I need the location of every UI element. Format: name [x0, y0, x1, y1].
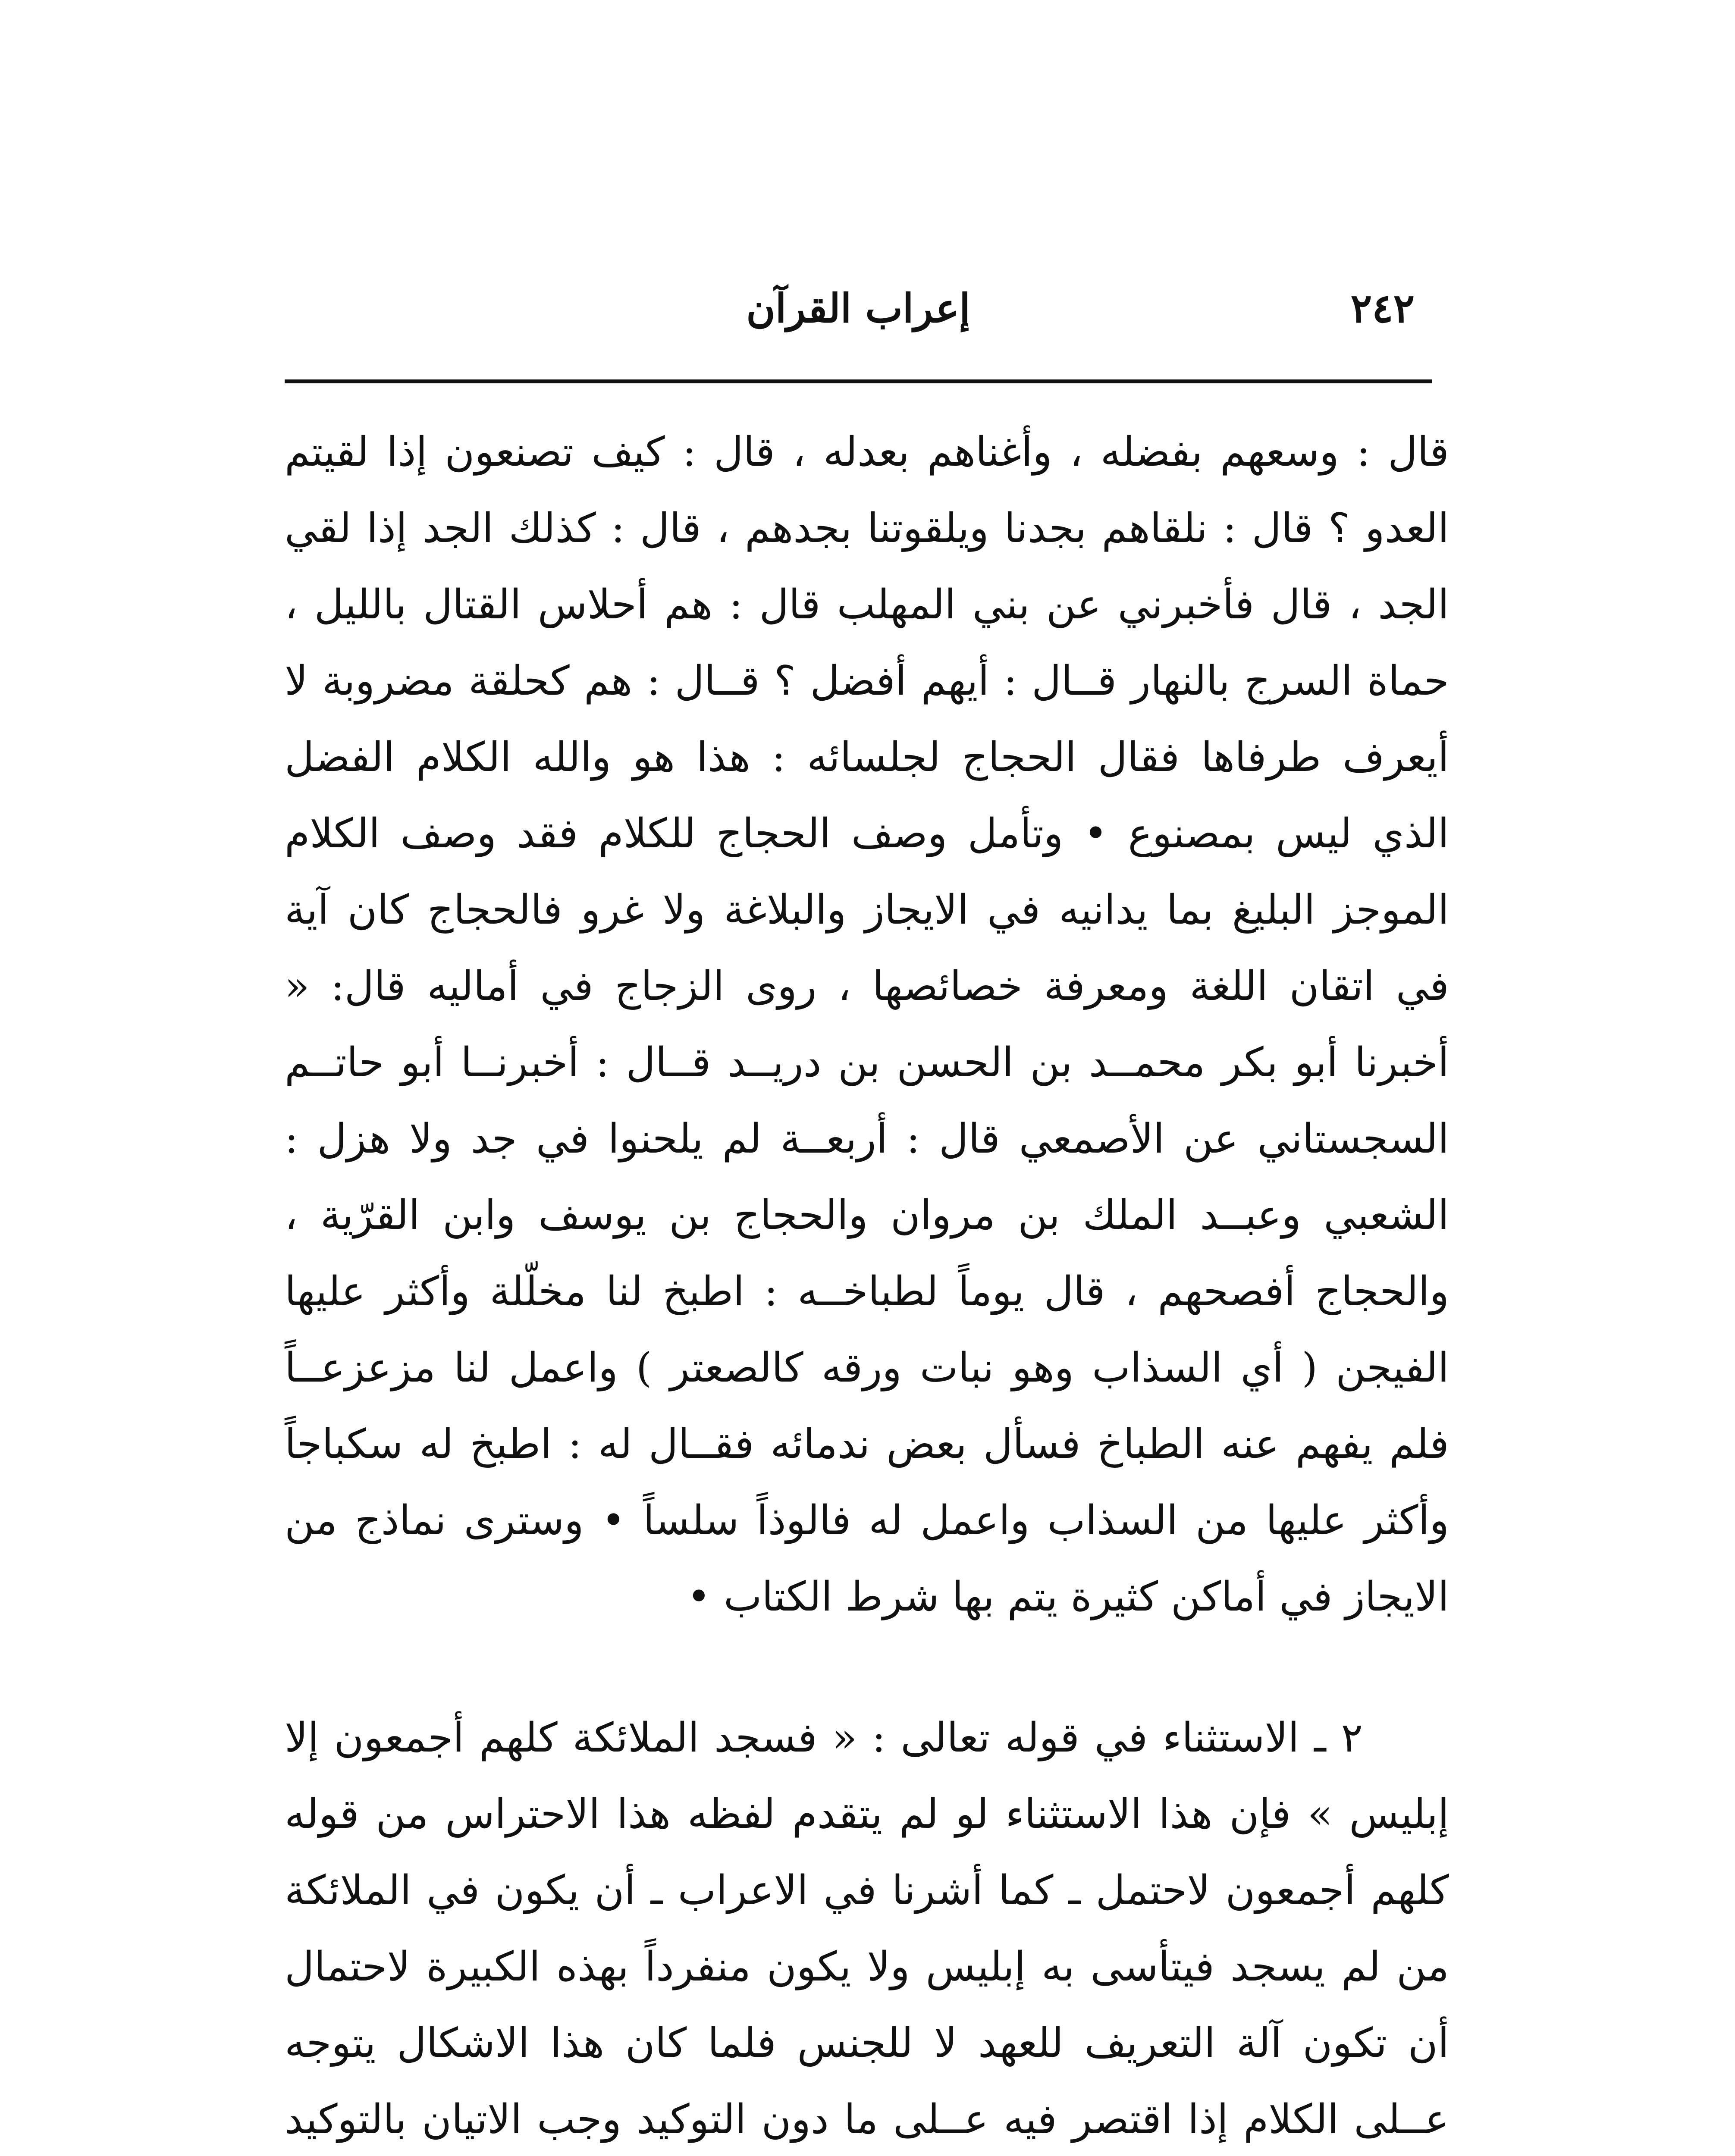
body-text — [285, 414, 1449, 2156]
paragraph-spacer — [285, 1635, 1449, 1700]
paragraph-2: ٢ ـ الاستثناء في قوله تعالى : « فسجد الملائكة كلهم أجمعون إلا إبليس » فإن هذا الاستثناء لو لم يتقدم لفظه هذا الاحتراس من قوله كلهم أجمعون لاحتمل ـ كما أشرنا في الاعراب ـ أن يكون في الملائكة من لم يسجد فيتأسى به إبليس ولا يكون منفرداً بهذه الكبيرة لاحتمال أن تكون آلة التعريف للعهد لا للجنس فلما كان هذا الاشكال يتوجه عــلى الكلام إذا اقتصر فيه عــلى ما دون التوكيد وجب الاتيان بالتوكيد — [285, 1714, 1449, 2143]
book-title: إعراب القرآن — [746, 285, 970, 332]
paragraph-1: قال : وسعهم بفضله ، وأغناهم بعدله ، قال : كيف تصنعون إذا لقيتم العدو ؟ قال : نلقاهم بجدنا ويلقوتنا بجدهم ، قال : كذلك الجد إذا لقي الجد ، قال فأخبرني عن بني المهلب قال : هم أحلاس القتال بالليل ، حماة السرج بالنهار قــال : أيهم أفضل ؟ قــال : هم كحلقة مضروبة لا أيعرف طرفاها فقال الحجاج لجلسائه : هذا هو والله الكلام الفضل الذي ليس بمصنوع • وتأمل وصف الحجاج للكلام فقد وصف الكلام الموجز البليغ بما يدانيه في الايجاز والبلاغة ولا غرو فالحجاج كان آية في اتقان اللغة ومعرفة خصائصها ، روى الزجاج في أماليه قال: « أخبرنا أبو بكر محمــد بن الحسن بن دريــد قــال : أخبرنــا أبو حاتــم السجستاني عن الأصمعي قال : أربعــة لم يلحنوا في جد ولا هزل : الشعبي وعبــد الملك بن مروان والحجاج بن يوسف وابن القرّية ، والحجاج أفصحهم ، قال يوماً لطباخــه : اطبخ لنا مخلّلة وأكثر عليها الفيجن ( أي السذاب وهو نبات ورقه كالصعتر ) واعمل لنا مزعزعــاً فلم يفهم عنه الطباخ فسأل بعض ندمائه فقــال له : اطبخ له سكباجاً وأكثر عليها من السذاب واعمل له فالوذاً سلساً • وسترى نماذج من الايجاز في أماكن كثيرة يتم بها شرط الكتاب • — [285, 429, 1449, 1620]
page-number: ٢٤٢ — [1350, 285, 1415, 332]
running-header — [285, 276, 1432, 341]
header-divider — [285, 379, 1432, 383]
